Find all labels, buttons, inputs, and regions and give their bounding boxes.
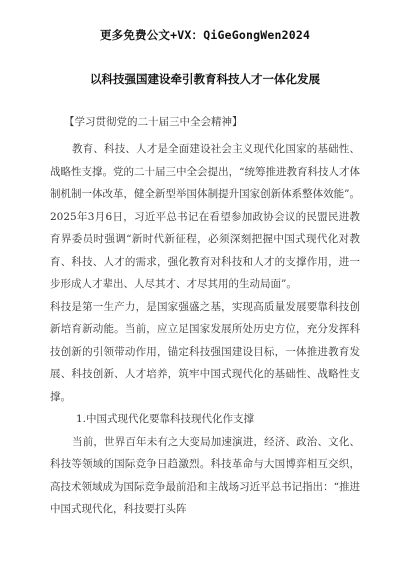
section-heading: 1.中国式现代化要靠科技现代化作支撑: [76, 413, 255, 425]
section-paragraph: 当前，世界百年未有之大变局加速演进，经济、政治、文化、科技等领域的国际竞争日趋激烈。科技革命与大国博弈相互交织，高技术领域成为国际竞争最前沿和主战场习近平总书记指出：“推进中国式现代化，科技要打头阵: [50, 435, 360, 515]
intro-label: 【学习贯彻党的二十届三中全会精神】: [64, 116, 243, 128]
body-paragraph-1: 教育、科技、人才是全面建设社会主义现代化国家的基础性、战略性支撑。党的二十届三中全会提出，“统筹推进教育科技人才体制机制一体改革，健全新型举国体制提升国家创新体系整体效能”。2025年3月6日，习近平总书记在看望参加政协会议的民盟民进教育界委员时强调“新时代新征程，必须深刻把握中国式现代化对教育、科技、人才的需求，强化教育对科技和人才的支撑作用，进一步形成人才辈出、人尽其才、才尽其用的生动局面”。: [50, 143, 360, 290]
document-title: 以科技强国建设牵引教育科技人才一体化发展: [90, 72, 320, 86]
body-paragraph-2: 科技是第一生产力，是国家强盛之基，实现高质量发展要靠科技创新培育新动能。当前，应立足国家发展所处历史方位，充分发挥科技创新的引领带动作用，锚定科技强国建设目标，一体推进教育发展、科技创新、人才培养，筑牢中国式现代化的基础性、战略性支撑。: [50, 300, 360, 403]
promo-header: 更多免费公文+VX：QiGeGongWen2024: [99, 28, 311, 42]
